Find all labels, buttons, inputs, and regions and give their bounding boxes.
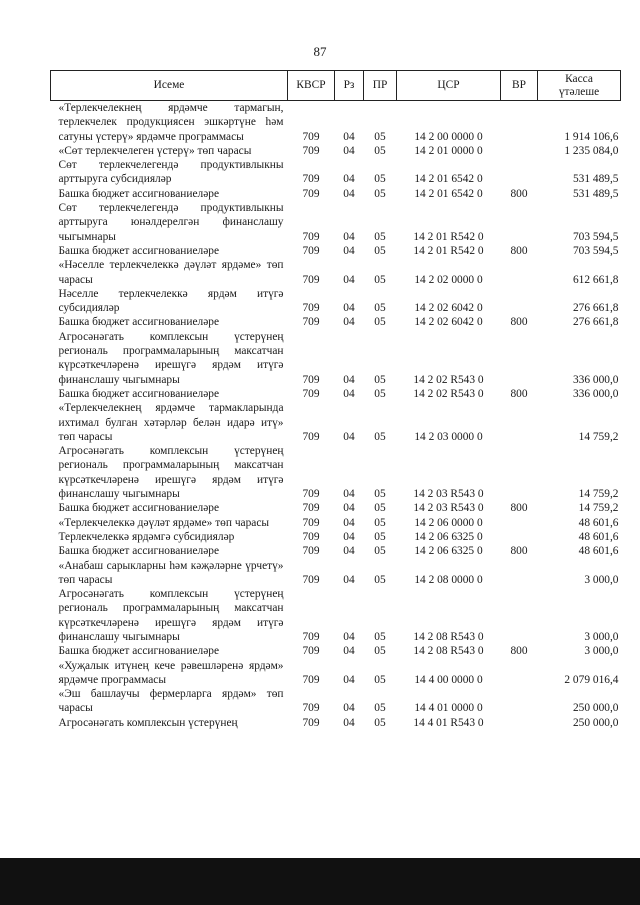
- cell-kvsr: 709: [302, 230, 320, 243]
- cell-kvsr: 709: [302, 273, 320, 286]
- cell-amount: 531 489,5: [572, 187, 619, 200]
- cell-amount: 276 661,8: [572, 316, 619, 329]
- cell-pr: 05: [374, 530, 386, 543]
- cell-amount: 531 489,5: [572, 173, 619, 186]
- cell-name: «Терлекчелекнең ярдәмче тармакларында ихтимал булган хәтәрләр белән идарә итү» төп чарасы: [58, 402, 284, 443]
- cell-kvsr: 709: [302, 645, 320, 658]
- cell-csr: 14 2 03 R543 0: [413, 502, 484, 515]
- cell-csr: 14 2 02 R543 0: [413, 373, 484, 386]
- cell-amount: 1 914 106,6: [564, 130, 619, 143]
- cell-kvsr: 709: [302, 144, 320, 157]
- page-number: 87: [313, 44, 327, 59]
- cell-vr: [501, 559, 538, 588]
- table-row: [51, 158, 621, 187]
- cell-kvsr: 709: [302, 502, 320, 515]
- cell-amount: 703 594,5: [572, 230, 619, 243]
- table-row: [51, 244, 621, 258]
- cell-name: Сөт терлекчелегендә продуктивлыкны арттыруга субсидияләр: [58, 159, 284, 186]
- cell-pr: 05: [374, 488, 386, 501]
- cell-rz: 04: [343, 244, 355, 257]
- cell-pr: 05: [374, 645, 386, 658]
- cell-amount: 14 759,2: [578, 502, 619, 515]
- cell-rz: 04: [343, 144, 355, 157]
- cell-name: Агросәнәгать комплексын үстерүнең: [58, 716, 238, 729]
- table-row: [51, 659, 621, 688]
- cell-amount: 48 601,6: [578, 545, 619, 558]
- cell-amount: 336 000,0: [572, 387, 619, 400]
- cell-csr: 14 2 02 6042 0: [414, 316, 483, 329]
- cell-kvsr: 709: [302, 516, 320, 529]
- cell-pr: 05: [374, 673, 386, 686]
- cell-amount: 250 000,0: [572, 716, 619, 729]
- cell-name: «Эш башлаучы фермерларга ярдәм» төп чарасы: [58, 688, 284, 715]
- cell-csr: 14 2 02 0000 0: [414, 273, 483, 286]
- header-kvsr: КВСР: [288, 71, 335, 101]
- budget-table: [50, 70, 621, 730]
- cell-rz: 04: [343, 516, 355, 529]
- cell-rz: 04: [343, 630, 355, 643]
- cell-amount: 3 000,0: [584, 573, 619, 586]
- cell-vr: [501, 258, 538, 287]
- cell-pr: 05: [374, 244, 386, 257]
- table-row: [51, 687, 621, 716]
- cell-kvsr: 709: [302, 430, 320, 443]
- cell-vr: 800: [510, 316, 528, 329]
- table-row: [51, 530, 621, 544]
- cell-kvsr: 709: [302, 716, 320, 729]
- table-row: [51, 258, 621, 287]
- cell-rz: 04: [343, 173, 355, 186]
- header-name: Исеме: [51, 71, 288, 101]
- cell-amount: 336 000,0: [572, 373, 619, 386]
- cell-rz: 04: [343, 273, 355, 286]
- cell-kvsr: 709: [302, 302, 320, 315]
- table-row: [51, 501, 621, 515]
- cell-vr: 800: [510, 244, 528, 257]
- cell-pr: 05: [374, 173, 386, 186]
- cell-csr: 14 2 08 R543 0: [413, 630, 484, 643]
- table-row: [51, 101, 621, 144]
- cell-vr: [501, 444, 538, 501]
- cell-rz: 04: [343, 645, 355, 658]
- cell-csr: 14 2 03 R543 0: [413, 488, 484, 501]
- cell-name: Нәселле терлекчелеккә ярдәм итүгә субсидияләр: [58, 287, 284, 315]
- cell-kvsr: 709: [302, 173, 320, 186]
- cell-pr: 05: [374, 502, 386, 515]
- cell-pr: 05: [374, 302, 386, 315]
- cell-vr: 800: [510, 187, 528, 200]
- table-row: [51, 587, 621, 644]
- cell-kvsr: 709: [302, 630, 320, 643]
- cell-name: «Сөт терлекчелеген үстерү» төп чарасы: [58, 144, 252, 157]
- cell-kvsr: 709: [302, 673, 320, 686]
- cell-pr: 05: [374, 144, 386, 157]
- cell-kvsr: 709: [302, 244, 320, 257]
- table-row: [51, 330, 621, 387]
- cell-pr: 05: [374, 130, 386, 143]
- cell-pr: 05: [374, 630, 386, 643]
- cell-vr: [501, 158, 538, 187]
- table-row: [51, 187, 621, 201]
- cell-amount: 3 000,0: [584, 645, 619, 658]
- cell-csr: 14 4 00 0000 0: [414, 673, 483, 686]
- cell-csr: 14 2 01 R542 0: [413, 244, 484, 257]
- cell-vr: [501, 659, 538, 688]
- cell-name: Башка бюджет ассигнованиеләре: [58, 244, 220, 257]
- cell-csr: 14 4 01 R543 0: [413, 716, 484, 729]
- cell-amount: 612 661,8: [572, 273, 619, 286]
- cell-pr: 05: [374, 516, 386, 529]
- cell-vr: [501, 101, 538, 144]
- cell-rz: 04: [343, 230, 355, 243]
- cell-name: Сөт терлекчелегендә продуктивлыкны арттыруга юнәлдерелгән финанслашу чыгымнары: [58, 202, 284, 243]
- cell-amount: 276 661,8: [572, 302, 619, 315]
- table-row: [51, 644, 621, 658]
- cell-amount: 2 079 016,4: [564, 673, 619, 686]
- cell-name: Башка бюджет ассигнованиеләре: [58, 316, 220, 329]
- cell-amount: 250 000,0: [572, 702, 619, 715]
- cell-csr: 14 2 03 0000 0: [414, 430, 483, 443]
- cell-vr: [501, 144, 538, 158]
- cell-pr: 05: [374, 716, 386, 729]
- cell-vr: [501, 716, 538, 730]
- cell-rz: 04: [343, 545, 355, 558]
- cell-kvsr: 709: [302, 316, 320, 329]
- cell-csr: 14 2 01 R542 0: [413, 230, 484, 243]
- cell-amount: 48 601,6: [578, 516, 619, 529]
- cell-name: Терлекчелеккә ярдәмгә субсидияләр: [58, 530, 235, 543]
- cell-kvsr: 709: [302, 373, 320, 386]
- table-row: [51, 287, 621, 316]
- table-row: [51, 559, 621, 588]
- cell-pr: 05: [374, 230, 386, 243]
- cell-rz: 04: [343, 673, 355, 686]
- cell-vr: [501, 587, 538, 644]
- header-csr: ЦСР: [397, 71, 501, 101]
- cell-name: «Терлекчелеккә дәүләт ярдәме» төп чарасы: [58, 516, 270, 529]
- cell-amount: 3 000,0: [584, 630, 619, 643]
- cell-name: «Анабаш сарыкларны һәм кәҗәләрне үрчетү» төп чарасы: [58, 559, 284, 586]
- table-row: [51, 544, 621, 558]
- header-kassa: [538, 71, 621, 101]
- cell-rz: 04: [343, 573, 355, 586]
- cell-rz: 04: [343, 430, 355, 443]
- table-row: [51, 315, 621, 329]
- cell-csr: 14 2 02 R543 0: [413, 387, 484, 400]
- header-pr: ПР: [364, 71, 397, 101]
- cell-kvsr: 709: [302, 702, 320, 715]
- cell-vr: [501, 530, 538, 544]
- cell-vr: [501, 401, 538, 444]
- cell-csr: 14 4 01 0000 0: [414, 702, 483, 715]
- cell-vr: [501, 330, 538, 387]
- cell-name: Башка бюджет ассигнованиеләре: [58, 645, 220, 658]
- header-kassa-line2: үтәлеше: [558, 85, 600, 98]
- cell-vr: 800: [510, 502, 528, 515]
- table-row: [51, 716, 621, 730]
- cell-name: «Хуҗалык итүнең кече рәвешләренә ярдәм» ярдәмче программасы: [58, 659, 284, 686]
- cell-csr: 14 2 08 0000 0: [414, 573, 483, 586]
- cell-kvsr: 709: [302, 488, 320, 501]
- cell-rz: 04: [343, 488, 355, 501]
- cell-vr: 800: [510, 645, 528, 658]
- cell-pr: 05: [374, 702, 386, 715]
- cell-rz: 04: [343, 302, 355, 315]
- cell-vr: [501, 516, 538, 530]
- table-header-row: [51, 71, 621, 101]
- cell-pr: 05: [374, 373, 386, 386]
- cell-csr: 14 2 06 0000 0: [414, 516, 483, 529]
- cell-kvsr: 709: [302, 187, 320, 200]
- cell-vr: [501, 201, 538, 244]
- cell-pr: 05: [374, 573, 386, 586]
- cell-name: Агросәнәгать комплексын үстерүнең региональ программаларының максатчан күрсәткечләренә ирешүгә ярдәм итүгә финанслашу чыгымнары: [58, 445, 284, 501]
- table-row: [51, 516, 621, 530]
- cell-rz: 04: [343, 387, 355, 400]
- cell-vr: [501, 287, 538, 316]
- cell-pr: 05: [374, 545, 386, 558]
- cell-csr: 14 2 00 0000 0: [414, 130, 483, 143]
- cell-name: Агросәнәгать комплексын үстерүнең региональ программаларының максатчан күрсәткечләренә ирешүгә ярдәм итүгә финанслашу чыгымнары: [58, 330, 284, 386]
- header-kassa-line1: Касса: [565, 72, 593, 85]
- cell-rz: 04: [343, 187, 355, 200]
- cell-amount: 14 759,2: [578, 430, 619, 443]
- cell-pr: 05: [374, 430, 386, 443]
- cell-kvsr: 709: [302, 545, 320, 558]
- cell-kvsr: 709: [302, 387, 320, 400]
- cell-amount: 14 759,2: [578, 488, 619, 501]
- cell-csr: 14 2 06 6325 0: [414, 545, 483, 558]
- cell-name: «Терлекчелекнең ярдәмче тармагын, терлекчелек продукциясен эшкәртүне һәм сатуны үстерү» ярдәмче программасы: [58, 102, 284, 143]
- cell-csr: 14 2 06 6325 0: [414, 530, 483, 543]
- table-row: [51, 144, 621, 158]
- cell-name: Башка бюджет ассигнованиеләре: [58, 502, 220, 515]
- table-row: [51, 444, 621, 501]
- cell-csr: 14 2 01 6542 0: [414, 187, 483, 200]
- cell-csr: 14 2 02 6042 0: [414, 302, 483, 315]
- cell-rz: 04: [343, 716, 355, 729]
- cell-rz: 04: [343, 502, 355, 515]
- cell-rz: 04: [343, 530, 355, 543]
- cell-vr: 800: [510, 545, 528, 558]
- cell-csr: 14 2 01 6542 0: [414, 173, 483, 186]
- header-rz: Рз: [335, 71, 364, 101]
- scan-bottom-edge: [0, 858, 640, 905]
- table-row: [51, 201, 621, 244]
- cell-amount: 1 235 084,0: [564, 144, 619, 157]
- header-vr: ВР: [501, 71, 538, 101]
- cell-csr: 14 2 01 0000 0: [414, 144, 483, 157]
- cell-vr: 800: [510, 387, 528, 400]
- cell-pr: 05: [374, 187, 386, 200]
- cell-pr: 05: [374, 273, 386, 286]
- cell-kvsr: 709: [302, 530, 320, 543]
- cell-kvsr: 709: [302, 573, 320, 586]
- table-body: [51, 101, 621, 731]
- cell-csr: 14 2 08 R543 0: [413, 645, 484, 658]
- cell-name: Агросәнәгать комплексын үстерүнең региональ программаларының максатчан күрсәткечләренә ирешүгә ярдәм итүгә финанслашу чыгымнары: [58, 588, 284, 643]
- cell-pr: 05: [374, 316, 386, 329]
- cell-name: Башка бюджет ассигнованиеләре: [58, 545, 220, 558]
- cell-rz: 04: [343, 316, 355, 329]
- cell-amount: 703 594,5: [572, 244, 619, 257]
- cell-kvsr: 709: [302, 130, 320, 143]
- cell-name: «Нәселле терлекчелеккә дәүләт ярдәме» төп чарасы: [58, 259, 284, 286]
- cell-vr: [501, 687, 538, 716]
- cell-pr: 05: [374, 387, 386, 400]
- cell-name: Башка бюджет ассигнованиеләре: [58, 387, 220, 400]
- table-row: [51, 387, 621, 401]
- cell-rz: 04: [343, 130, 355, 143]
- cell-rz: 04: [343, 373, 355, 386]
- cell-amount: 48 601,6: [578, 530, 619, 543]
- cell-name: Башка бюджет ассигнованиеләре: [58, 187, 220, 200]
- table-row: [51, 401, 621, 444]
- cell-rz: 04: [343, 702, 355, 715]
